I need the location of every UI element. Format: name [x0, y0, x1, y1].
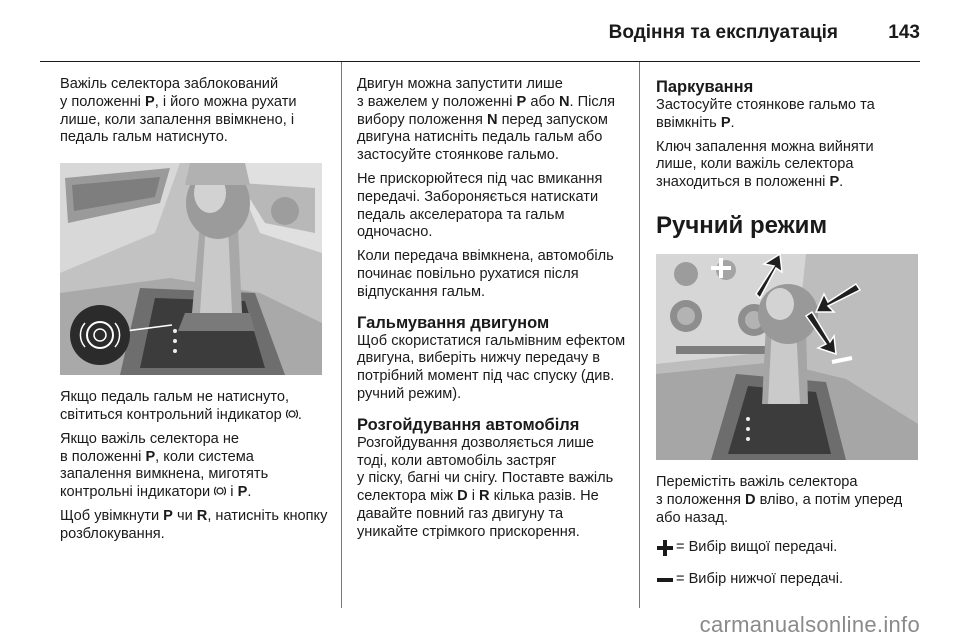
minus-icon — [656, 570, 676, 590]
column-divider — [639, 62, 640, 608]
paragraph-key-removal: Ключ запалення можна вийняти лише, коли важіль селектора знаходиться в положенні P. — [656, 138, 874, 191]
brake-warning-icon — [286, 408, 298, 420]
downshift-label: = Вибір нижчої передачі. — [676, 571, 844, 588]
column-divider — [341, 62, 342, 608]
downshift-row — [656, 569, 918, 591]
paragraph-parking: Застосуйте стоянкове гальмо та ввімкніть P. — [656, 97, 875, 131]
paragraph-engine-braking: Щоб скористатися гальмівним ефектом двигуна, виберіть нижчу передачу в потрібний момент під час спуску (див. ручний режим). — [357, 332, 626, 402]
gear-lever-figure — [60, 163, 322, 375]
paragraph-creep: Коли передача ввімкнена, автомобіль починає повільно рухатися після відпускання гальм. — [357, 248, 614, 300]
page-number: 143 — [888, 22, 920, 43]
column-right — [656, 62, 918, 610]
heading-manual-mode: Ручний режим — [656, 211, 828, 239]
heading-engine-braking: Гальмування двигуном — [357, 313, 550, 332]
header-title: Водіння та експлуатація — [608, 22, 838, 43]
brake-warning-icon — [214, 485, 226, 497]
paragraph-lock: Важіль селектора заблокований у положенні P, і його можна рухати лише, коли запалення ввімкнено, і педаль гальм натиснуто. — [60, 76, 297, 146]
paragraph-ignition-off: Якщо важіль селектора не в положенні P, коли система запалення вимкнена, миготять контрольні індикатори і P. — [60, 430, 269, 501]
paragraph-rocking: Розгойдування дозволяється лише тоді, коли автомобіль застряг у піску, багні чи снігу. Поставте важіль селектора між D і R кілька разів. Не давайте повний газ двигуну та уникайте стрімкого прискорення. — [357, 434, 614, 540]
page-header — [40, 0, 920, 62]
watermark: carmanualsonline.info — [699, 612, 920, 637]
column-middle — [357, 62, 627, 610]
column-left — [60, 62, 328, 610]
paragraph-move-lever: Перемістіть важіль селектора з положення D вліво, а потім уперед або назад. — [656, 473, 903, 526]
heading-rocking: Розгойдування автомобіля — [357, 415, 580, 434]
upshift-label: = Вибір вищої передачі. — [676, 539, 838, 556]
heading-parking: Паркування — [656, 78, 754, 96]
manual-mode-figure — [656, 254, 918, 460]
paragraph-unlock-button: Щоб увімкнути P чи R, натисніть кнопку розблокування. — [60, 507, 328, 542]
paragraph-engine-start: Двигун можна запустити лише з важелем у положенні P або N. Після вибору положення N перед запуском двигуна натисніть педаль гальм або застосуйте стоянкове гальмо. — [357, 76, 616, 164]
upshift-row — [656, 537, 918, 559]
plus-icon — [656, 538, 676, 558]
paragraph-no-acceleration: Не прискорюйтеся під час вмикання передачі. Забороняється натискати педаль акселератора та гальм одночасно. — [357, 170, 603, 241]
paragraph-brake-indicator: Якщо педаль гальм не натиснуто, світиться контрольний індикатор . — [60, 389, 302, 423]
